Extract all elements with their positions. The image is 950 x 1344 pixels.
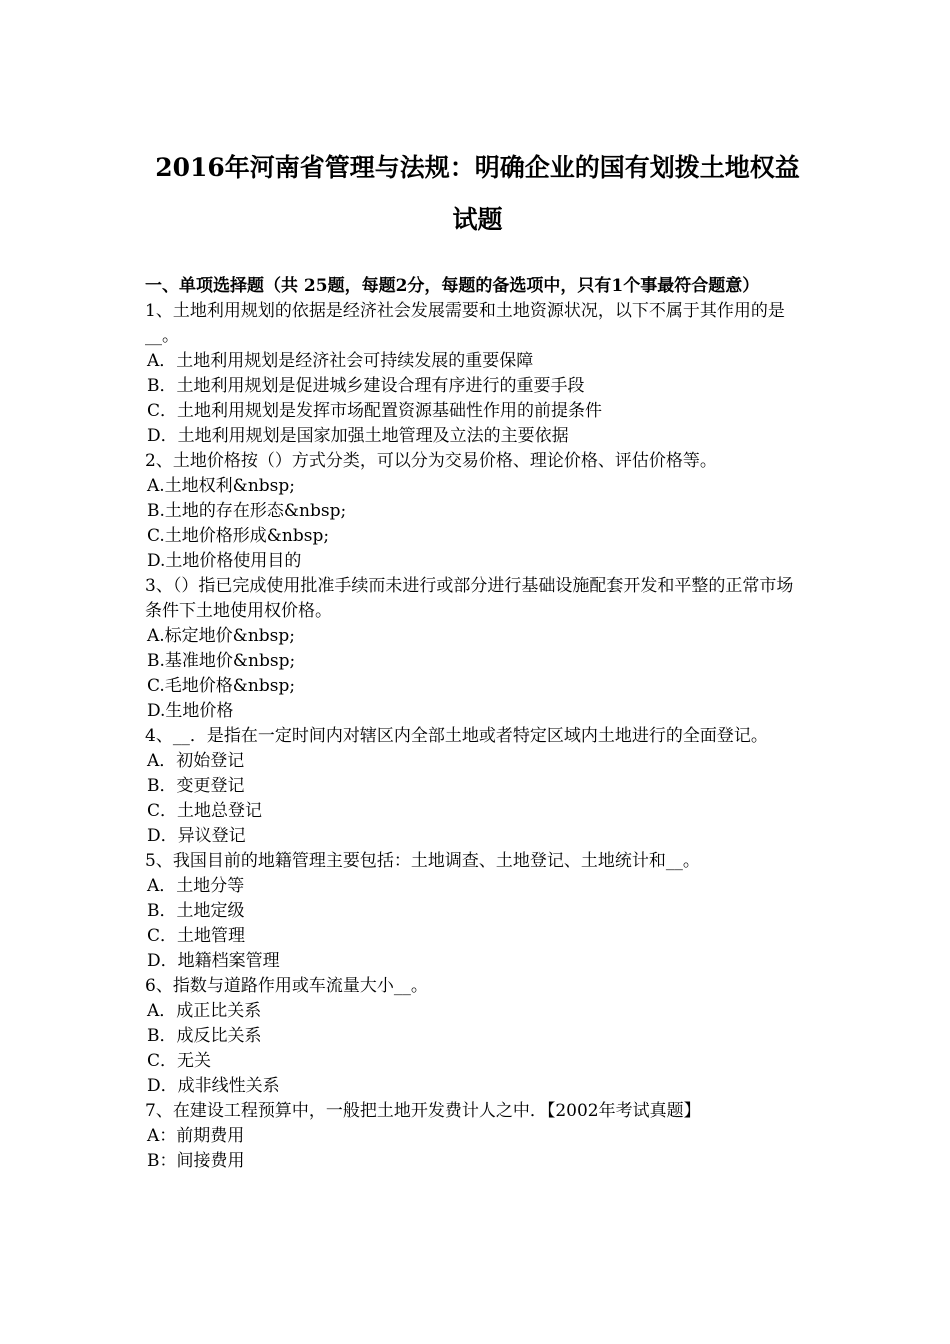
question-stem: 7、在建设工程预算中，一般把土地开发费计人之中．【2002年考试真题】	[145, 1101, 701, 1121]
option-a: A．土地分等	[147, 876, 245, 896]
option-a: A．土地利用规划是经济社会可持续发展的重要保障	[147, 351, 534, 371]
option-d: D．异议登记	[147, 826, 246, 846]
option-b: B.土地的存在形态&nbsp;	[147, 501, 347, 521]
option-a: A.标定地价&nbsp;	[147, 626, 295, 646]
option-a: A.土地权利&nbsp;	[147, 476, 295, 496]
option-d: D.生地价格	[147, 701, 234, 721]
question-stem: 1、土地利用规划的依据是经济社会发展需要和土地资源状况，以下不属于其作用的是__。	[145, 301, 785, 346]
question-stem: 3、（）指已完成使用批准手续而未进行或部分进行基础设施配套开发和平整的正常市场条件下土地使用权价格。	[145, 576, 794, 621]
option-b: B．土地利用规划是促进城乡建设合理有序进行的重要手段	[147, 376, 585, 396]
option-c: C．土地管理	[147, 926, 246, 946]
question-4	[145, 724, 810, 849]
option-d: D．地籍档案管理	[147, 951, 280, 971]
option-a: A．初始登记	[147, 751, 245, 771]
option-d: D．成非线性关系	[147, 1076, 280, 1096]
option-b: B．土地定级	[147, 901, 245, 921]
option-b: B．成反比关系	[147, 1026, 262, 1046]
option-c: C．土地利用规划是发挥市场配置资源基础性作用的前提条件	[147, 401, 603, 421]
option-b: B．变更登记	[147, 776, 245, 796]
option-c: C．无关	[147, 1051, 212, 1071]
option-b: B：间接费用	[147, 1151, 245, 1171]
document-title	[145, 142, 810, 246]
option-a: A：前期费用	[147, 1126, 245, 1146]
option-b: B.基准地价&nbsp;	[147, 651, 296, 671]
question-stem: 6、指数与道路作用或车流量大小__。	[145, 976, 428, 996]
question-3	[145, 574, 810, 724]
question-7	[145, 1099, 810, 1174]
question-stem: 5、我国目前的地籍管理主要包括：土地调查、土地登记、土地统计和__。	[145, 851, 700, 871]
document-page	[145, 142, 810, 1174]
question-1	[145, 299, 810, 449]
title-line-2: 试题	[452, 205, 503, 234]
question-2	[145, 449, 810, 574]
option-d: D.土地价格使用目的	[147, 551, 302, 571]
option-a: A．成正比关系	[147, 1001, 262, 1021]
question-stem: 4、__．是指在一定时间内对辖区内全部土地或者特定区域内土地进行的全面登记。	[145, 726, 768, 746]
section-heading: 一、单项选择题（共 25题，每题2分，每题的备选项中，只有1个事最符合题意）	[145, 276, 760, 296]
question-6	[145, 974, 810, 1099]
title-line-1: 2016年河南省管理与法规：明确企业的国有划拨土地权益	[155, 153, 800, 182]
question-5	[145, 849, 810, 974]
option-c: C.毛地价格&nbsp;	[147, 676, 296, 696]
option-c: C．土地总登记	[147, 801, 263, 821]
option-c: C.土地价格形成&nbsp;	[147, 526, 330, 546]
question-stem: 2、土地价格按（）方式分类，可以分为交易价格、理论价格、评估价格等。	[145, 451, 717, 471]
question-list	[145, 299, 810, 1174]
option-d: D．土地利用规划是国家加强土地管理及立法的主要依据	[147, 426, 569, 446]
